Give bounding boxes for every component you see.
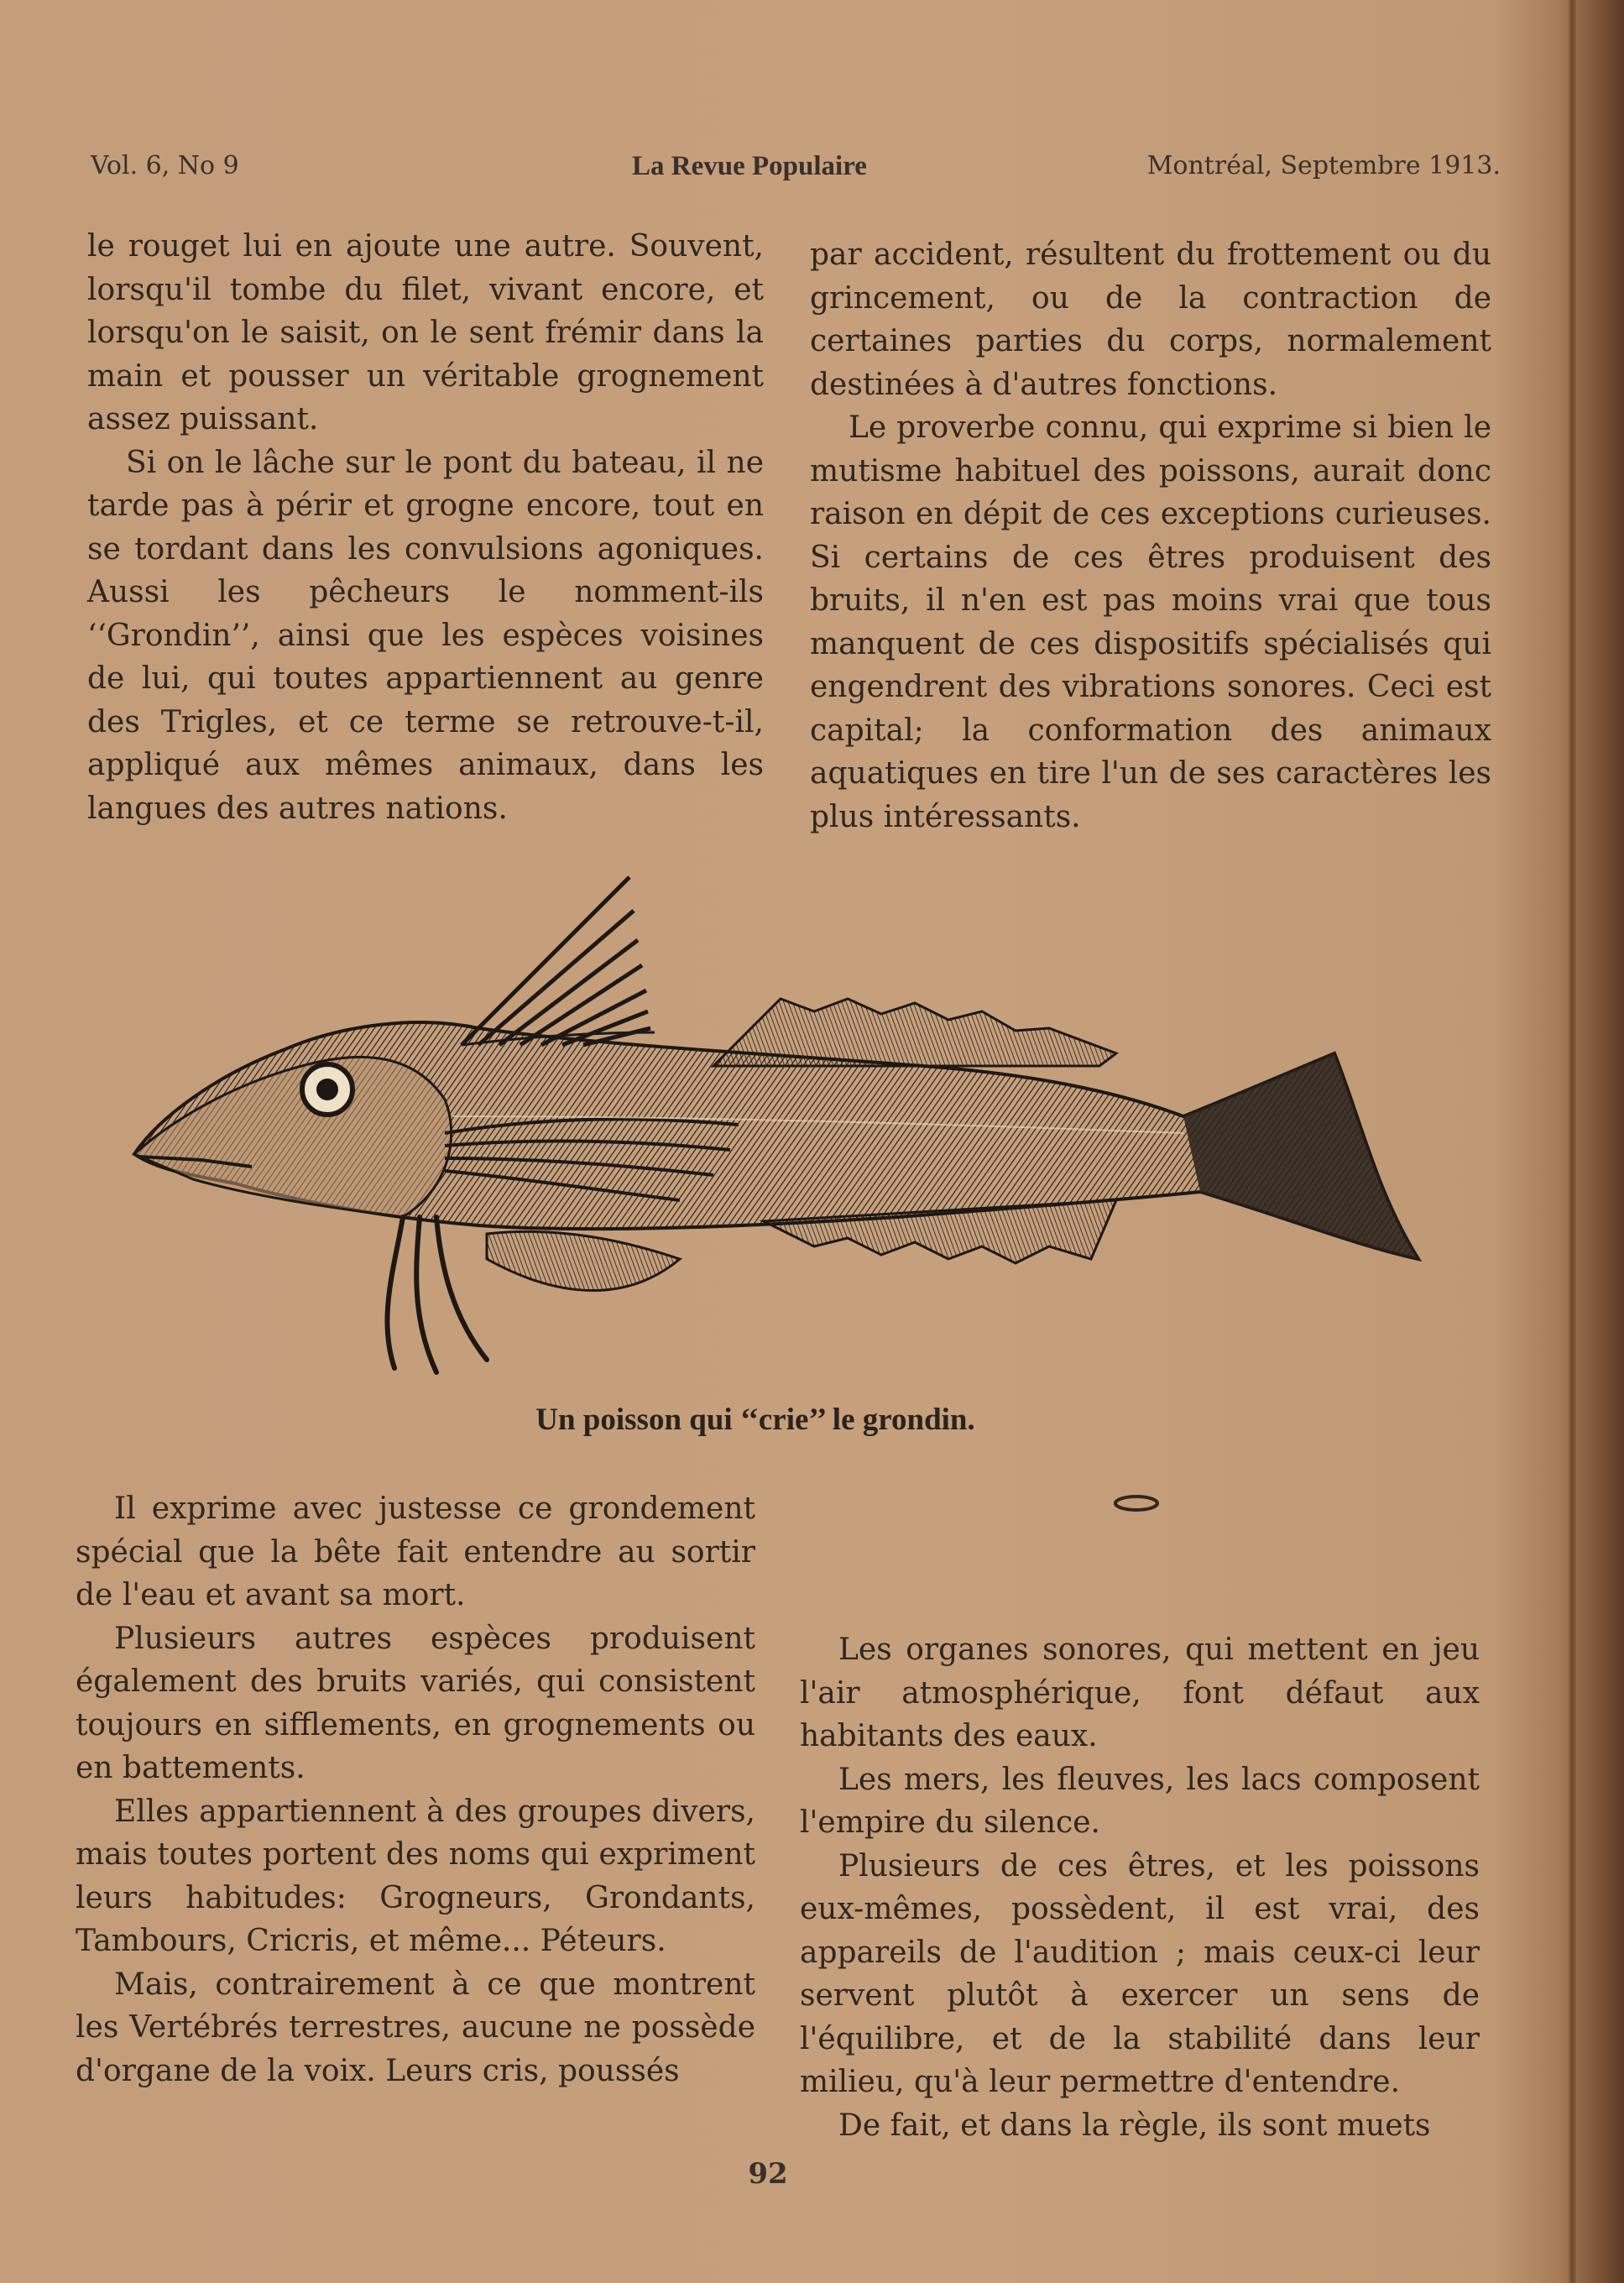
paragraph: Les organes sonores, qui mettent en jeu l'air atmosphérique, font défaut aux habitants des eaux. bbox=[800, 1633, 1480, 1753]
page-binding-edge bbox=[1568, 0, 1576, 2283]
section-ornament-icon bbox=[1113, 1494, 1160, 1512]
figure-caption: Un poisson qui ‘‘crie’’ le grondin. bbox=[535, 1403, 975, 1437]
head-plate bbox=[134, 1057, 452, 1217]
gurnard-fish-illustration bbox=[126, 865, 1435, 1385]
issue-date: Montréal, Septembre 1913. bbox=[1146, 151, 1501, 180]
feeler-rays bbox=[387, 1217, 487, 1372]
dorsal-fin-spiny bbox=[462, 877, 655, 1045]
pelvic-fin bbox=[487, 1231, 680, 1290]
top-right-column bbox=[810, 233, 1491, 838]
paragraph: De fait, et dans la règle, ils sont muets bbox=[838, 2108, 1431, 2143]
running-header bbox=[91, 151, 1501, 193]
top-left-column bbox=[87, 225, 764, 830]
bottom-right-column bbox=[800, 1628, 1480, 2147]
paragraph: Il exprime avec justesse ce grondement spécial que la bête fait entendre au sortir de l'eau et avant sa mort. bbox=[76, 1492, 755, 1612]
paragraph: par accident, résultent du frottement ou du grincement, ou de la contraction de certaines parties du corps, normalement destinées à d'autres fonctions. bbox=[810, 238, 1491, 402]
paragraph: Le proverbe connu, qui exprime si bien le mutisme habituel des poissons, aurait donc raison en dépit de ces exceptions curieuses. Si certains de ces êtres produisent des bruits, il n'en est pas moins vrai que tous manquent de ces dispositifs spécialisés qui engendrent des vibrations sonores. Ceci est capital; la conformation des animaux aquatiques en tire l'un de ses caractères les plus intéressants. bbox=[810, 410, 1491, 834]
volume-number: Vol. 6, No 9 bbox=[91, 151, 239, 180]
paragraph: Si on le lâche sur le pont du bateau, il ne tarde pas à périr et grogne encore, tout en se tordant dans les convulsions agoniques. Aussi les pêcheurs le nomment-ils ‘‘Grondin’’, ainsi que les espèces voisines de lui, qui toutes appartiennent au genre des Trigles, et ce terme se retrouve-t-il, appliqué aux mêmes animaux, dans les langues des autres nations. bbox=[87, 445, 764, 826]
paragraph: le rouget lui en ajoute une autre. Souvent, lorsqu'il tombe du filet, vivant encore, et lorsqu'on le saisit, on le sent frémir dans la main et pousser un véritable grognement assez puissant. bbox=[87, 229, 764, 436]
tail-fin bbox=[1183, 1053, 1418, 1259]
paragraph: Elles appartiennent à des groupes divers, mais toutes portent des noms qui expriment leurs habitudes: Grogneurs, Grondants, Tambours, Cricris, et même... Péteurs. bbox=[76, 1794, 755, 1958]
publication-title: La Revue Populaire bbox=[632, 151, 867, 181]
bottom-left-column bbox=[76, 1487, 755, 2092]
paragraph: Mais, contrairement à ce que montrent les Vertébrés terrestres, aucune ne possède d'organe de la voix. Leurs cris, poussés bbox=[76, 1967, 755, 2088]
paragraph: Les mers, les fleuves, les lacs composent l'empire du silence. bbox=[800, 1762, 1480, 1840]
paragraph: Plusieurs de ces êtres, et les poissons eux-mêmes, possèdent, il est vrai, des appareils de l'audition ; mais ceux-ci leur servent plutôt à exercer un sens de l'équilibre, et de la stabilité dans leur milieu, qu'à leur permettre d'entendre. bbox=[800, 1848, 1480, 2099]
paragraph: Plusieurs autres espèces produisent également des bruits variés, qui consistent toujours en sifflements, en grognements ou en battements. bbox=[76, 1621, 755, 1785]
page-number: 92 bbox=[748, 2157, 788, 2191]
